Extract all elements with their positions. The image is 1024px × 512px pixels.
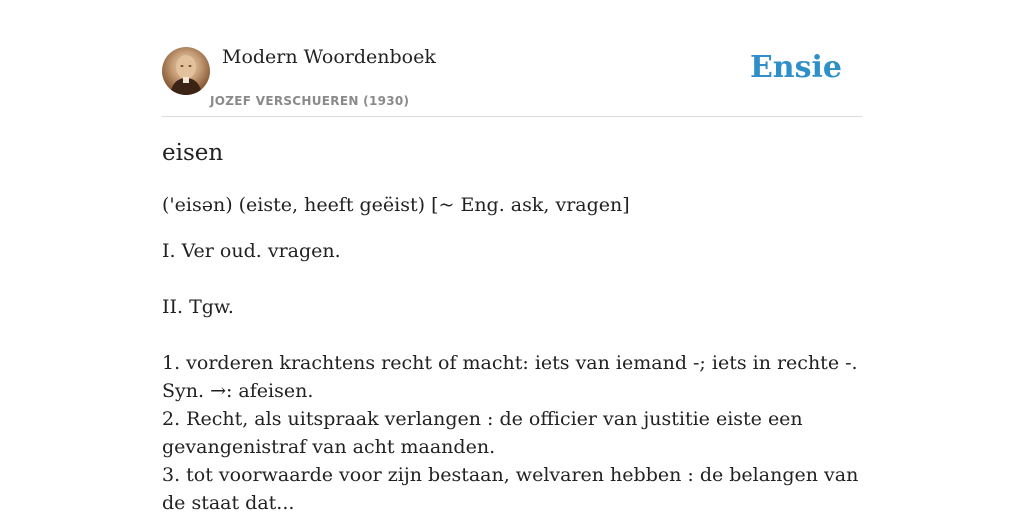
author-portrait-icon xyxy=(162,47,210,95)
entry-headword: eisen xyxy=(162,140,224,166)
pronunciation-line: ('eisən) (eiste, heeft geëist) [~ Eng. ask, vragen] xyxy=(162,194,630,216)
spacer xyxy=(162,265,862,293)
book-title[interactable]: Modern Woordenboek xyxy=(222,46,436,68)
site-logo[interactable]: Ensie xyxy=(749,50,842,85)
author-avatar[interactable] xyxy=(162,47,210,95)
entry-header xyxy=(162,44,862,117)
definition-1: 1. vorderen krachtens recht of macht: iets van iemand -; iets in rechte -. Syn. →: afeisen. xyxy=(162,352,858,402)
author-name[interactable]: JOZEF VERSCHUEREN (1930) xyxy=(210,94,410,108)
definition-2: 2. Recht, als uitspraak verlangen : de officier van justitie eiste een gevangenistraf van acht maanden. xyxy=(162,408,803,458)
entry-body xyxy=(162,191,862,512)
sense-i: I. Ver oud. vragen. xyxy=(162,240,341,262)
spacer xyxy=(162,321,862,349)
definition-3: 3. tot voorwaarde voor zijn bestaan, welvaren hebben : de belangen van de staat dat... xyxy=(162,464,859,512)
sense-ii: II. Tgw. xyxy=(162,296,234,318)
